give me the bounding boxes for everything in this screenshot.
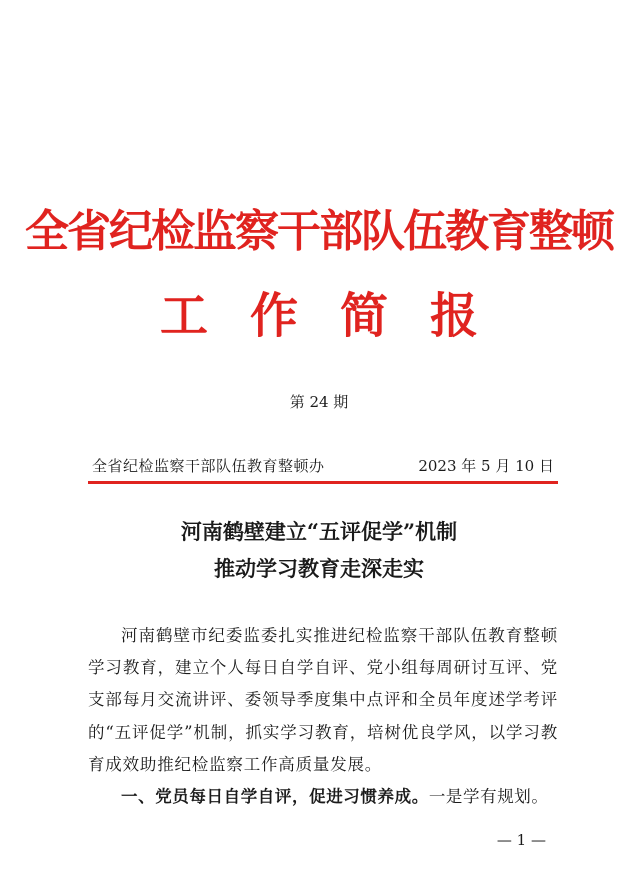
article-paragraph: 河南鹤壁市纪委监委扎实推进纪检监察干部队伍教育整顿学习教育，建立个人每日自学自评、党小组每周研讨互评、党支部每月交流讲评、委领导季度集中点评和全员年度述学考评的“五评促学”机制，抓实学习教育，培树优良学风，以学习教育成效助推纪检监察工作高质量发展。 xyxy=(88,626,558,774)
red-divider-line xyxy=(88,481,558,484)
section-heading: 一、党员每日自学自评，促进习惯养成。 xyxy=(121,787,429,806)
article-headline-line1: 河南鹤壁建立“五评促学”机制 xyxy=(180,519,458,544)
publish-date: 2023 年 5 月 10 日 xyxy=(418,457,554,475)
issuer: 全省纪检监察干部队伍教育整顿办 xyxy=(92,457,325,475)
section-text: 一是学有规划。 xyxy=(428,787,549,806)
article-headline-line2: 推动学习教育走深走实 xyxy=(214,556,424,581)
issue-number: 第 24 期 xyxy=(289,393,349,411)
article-section xyxy=(88,781,568,813)
page-number: — 1 — xyxy=(496,831,546,849)
masthead-subtitle: 工作简报 xyxy=(159,288,520,344)
masthead-title: 全省纪检监察干部队伍教育整顿 xyxy=(25,206,613,257)
